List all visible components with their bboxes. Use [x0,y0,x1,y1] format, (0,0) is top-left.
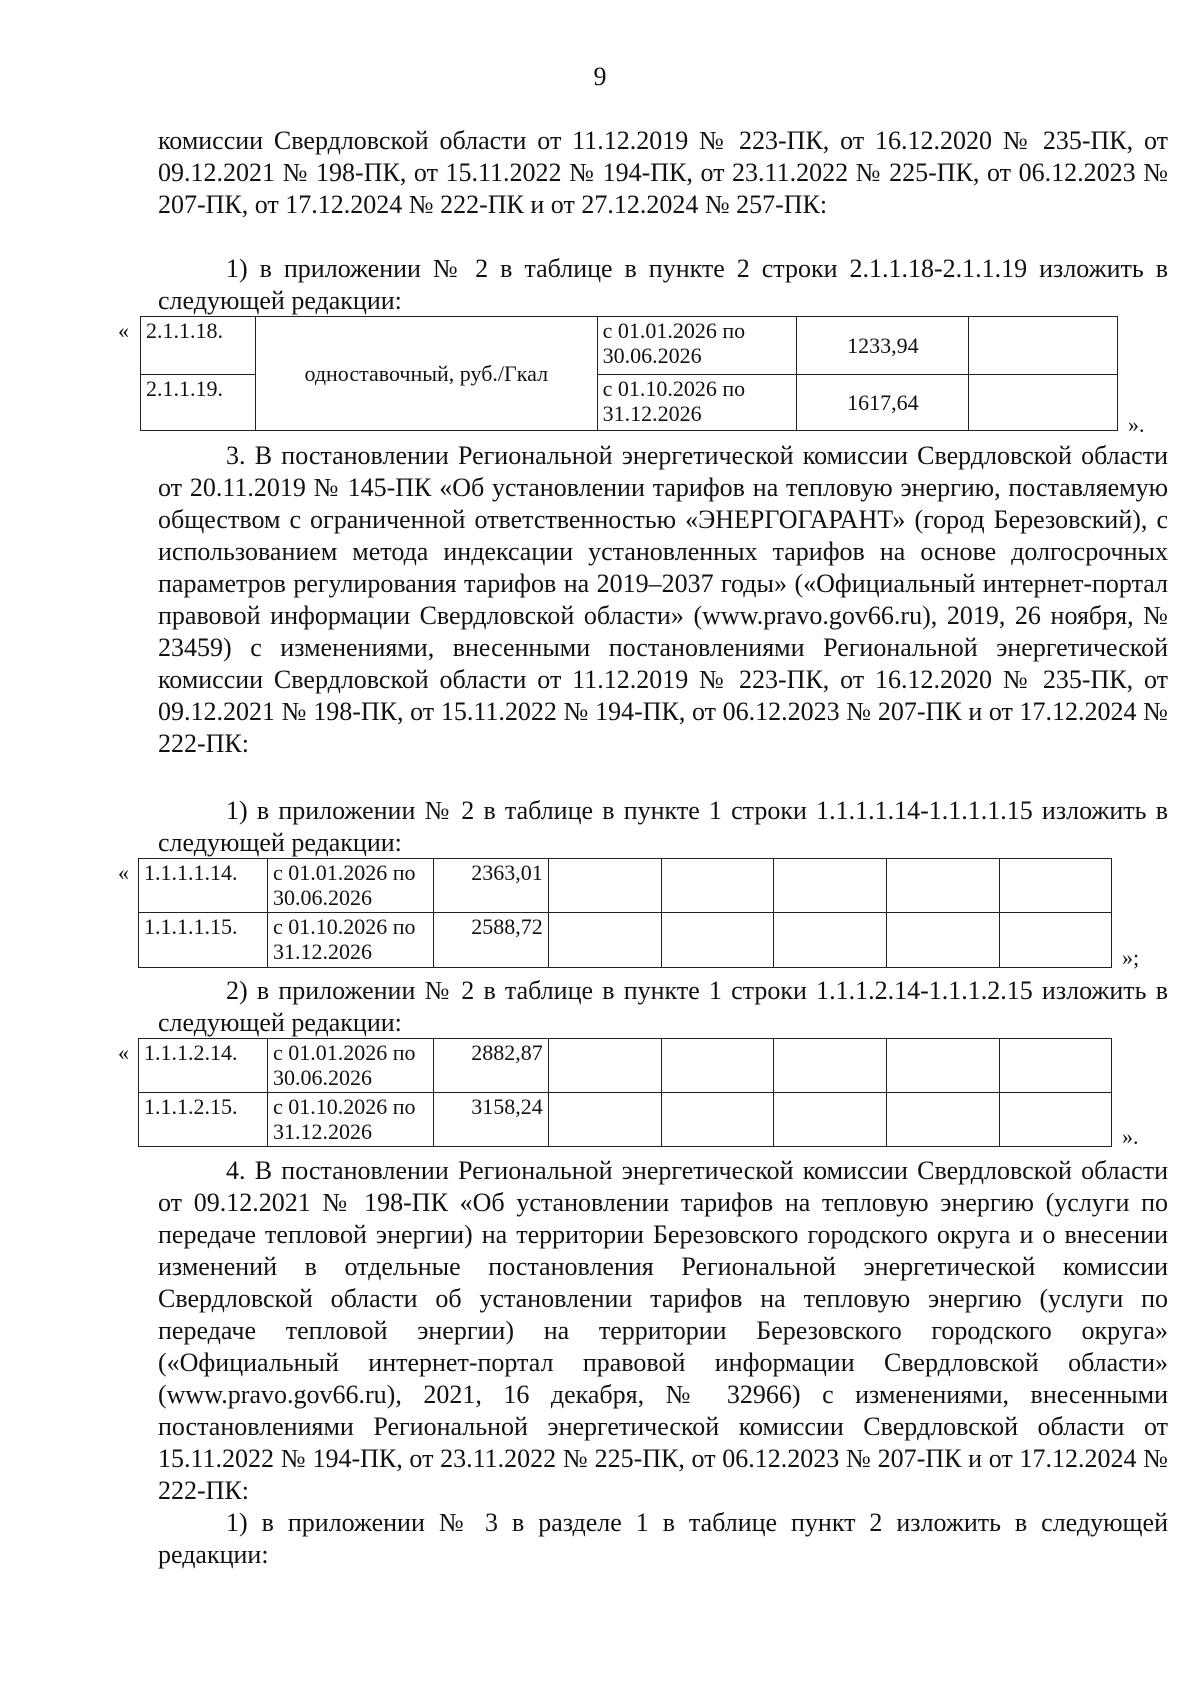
paragraph-instruction-1 [158,1507,1168,1571]
value-cell: 2588,72 [433,913,548,968]
period-cell: с 01.10.2026 по 31.12.2026 [597,375,797,431]
table-open-quote: « [118,860,129,885]
table-close-quote: ». [1122,1124,1139,1149]
period-cell: с 01.01.2026 по 30.06.2026 [597,317,797,375]
empty-cell [774,1039,887,1093]
empty-cell [887,859,1000,913]
tariff-table-1 [140,316,1118,431]
empty-cell [774,859,887,913]
empty-cell [661,1039,774,1093]
table-open-quote: « [118,318,129,343]
tariff-table-3 [138,1038,1112,1147]
empty-cell [548,1039,661,1093]
empty-cell [887,1093,1000,1147]
value-cell: 1233,94 [797,317,969,375]
table-row [141,317,1118,375]
period-cell: с 01.01.2026 по 30.06.2026 [267,859,433,913]
empty-cell [1000,1093,1112,1147]
table-row [139,1093,1112,1147]
empty-cell [774,913,887,968]
paragraph-text: 2) в приложении № 2 в таблице в пункте 1 строки 1.1.1.2.14-1.1.1.2.15 изложить в следующей редакции: [158,976,1168,1037]
tariff-table-2 [138,858,1112,968]
empty-cell [661,913,774,968]
empty-cell [887,1039,1000,1093]
table-row [139,1039,1112,1093]
row-code: 1.1.1.2.15. [139,1093,268,1147]
table-row [139,859,1112,913]
period-cell: с 01.01.2026 по 30.06.2026 [267,1039,433,1093]
empty-cell [661,1093,774,1147]
empty-cell [1000,913,1112,968]
paragraph-instruction-1 [158,253,1168,317]
table-open-quote: « [118,1040,129,1065]
period-cell: с 01.10.2026 по 31.12.2026 [267,1093,433,1147]
empty-cell [548,859,661,913]
period-cell: с 01.10.2026 по 31.12.2026 [267,913,433,968]
empty-cell [548,913,661,968]
paragraph-text: 3. В постановлении Региональной энергетической комиссии Свердловской области от 20.11.2019 № 145-ПК «Об установлении тарифов на тепловую энергию, поставляемую обществом с ограниченной ответственностью «ЭНЕРГОГАРАНТ» (город Березовский), с использованием метода индексации установленных тарифов на основе долгосрочных параметров регулирования тарифов на 2019–2037 годы» («Официальный интернет-портал правовой информации Свердловской области» (www.pravo.gov66.ru), 2019, 26 ноября, № 23459) с изменениями, внесенными постановлениями Региональной энергетической комиссии Свердловской области от 11.12.2019 № 223-ПК, от 16.12.2020 № 235-ПК, от 09.12.2021 № 198-ПК, от 15.11.2022 № 194-ПК, от 06.12.2023 № 207-ПК и от 17.12.2024 № 222-ПК: [158,441,1168,758]
table-close-quote: ». [1128,412,1145,437]
value-cell: 2363,01 [433,859,548,913]
paragraph-text: комиссии Свердловской области от 11.12.2019 № 223-ПК, от 16.12.2020 № 235-ПК, от 09.12.2021 № 198-ПК, от 15.11.2022 № 194-ПК, от 23.11.2022 № 225-ПК, от 06.12.2023 № 207-ПК, от 17.12.2024 № 222-ПК и от 27.12.2024 № 257-ПК: [158,126,1168,219]
paragraph-section-4 [158,1155,1168,1507]
empty-cell [1000,1039,1112,1093]
table-close-quote: »; [1122,945,1140,970]
paragraph-text: 1) в приложении № 2 в таблице в пункте 1 строки 1.1.1.1.14-1.1.1.1.15 изложить в следующей редакции: [158,796,1168,857]
row-code: 2.1.1.18. [141,317,256,375]
paragraph-text: 1) в приложении № 3 в разделе 1 в таблице пункт 2 изложить в следующей редакции: [158,1508,1168,1569]
empty-cell [661,859,774,913]
paragraph-section-3 [158,440,1168,760]
value-cell: 2882,87 [433,1039,548,1093]
empty-cell [969,317,1118,375]
row-code: 2.1.1.19. [141,375,256,431]
row-code: 1.1.1.1.15. [139,913,268,968]
row-code: 1.1.1.2.14. [139,1039,268,1093]
empty-cell [969,375,1118,431]
tariff-type-cell: одноставочный, руб./Гкал [255,317,597,431]
paragraph-instruction-2 [158,975,1168,1039]
value-cell: 1617,64 [797,375,969,431]
empty-cell [774,1093,887,1147]
paragraph-instruction-1 [158,795,1168,859]
paragraph-continuation [158,125,1168,221]
paragraph-text: 1) в приложении № 2 в таблице в пункте 2 строки 2.1.1.18-2.1.1.19 изложить в следующей редакции: [158,254,1168,315]
empty-cell [1000,859,1112,913]
table-row [139,913,1112,968]
empty-cell [548,1093,661,1147]
value-cell: 3158,24 [433,1093,548,1147]
page-number: 9 [593,62,607,91]
row-code: 1.1.1.1.14. [139,859,268,913]
paragraph-text: 4. В постановлении Региональной энергетической комиссии Свердловской области от 09.12.2021 № 198-ПК «Об установлении тарифов на тепловую энергию (услуги по передаче тепловой энергии) на территории Березовского городского округа и о внесении изменений в отдельные постановления Региональной энергетической комиссии Свердловской области об установлении тарифов на тепловую энергию (услуги по передаче тепловой энергии) на территории Березовского городского округа» («Официальный интернет-портал правовой информации Свердловской области» (www.pravo.gov66.ru), 2021, 16 декабря, № 32966) с изменениями, внесенными постановлениями Региональной энергетической комиссии Свердловской области от 15.11.2022 № 194-ПК, от 23.11.2022 № 225-ПК, от 06.12.2023 № 207-ПК и от 17.12.2024 № 222-ПК: [158,1156,1168,1505]
empty-cell [887,913,1000,968]
